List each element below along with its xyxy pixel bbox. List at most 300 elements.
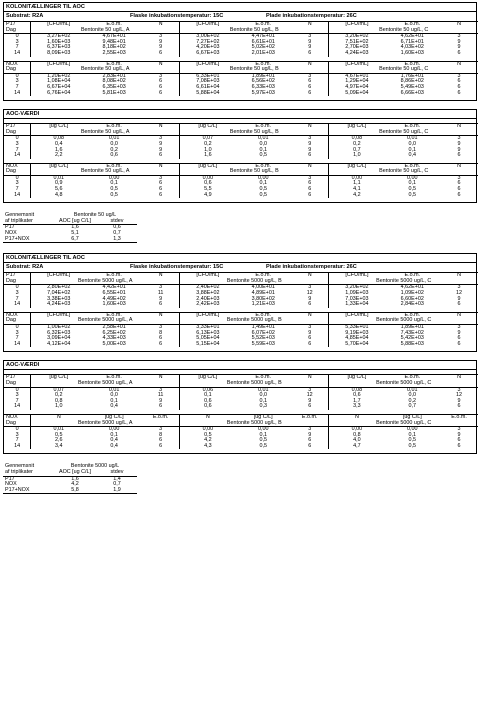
column-header: N xyxy=(440,312,478,318)
value-cell: 0,6 xyxy=(180,404,236,410)
value-cell: 6 xyxy=(457,437,461,444)
sample-id: P17+NOX xyxy=(3,488,53,494)
value-cell: 9 xyxy=(159,295,163,302)
value-cell: 4,67E+01 xyxy=(329,73,385,79)
sample-id: P17 xyxy=(4,273,31,279)
value-cell: 4,24E+03 xyxy=(329,51,385,57)
day-cell: 14 xyxy=(14,89,21,96)
column-header: E.o.m. xyxy=(235,124,291,130)
section-title: KOLONITÆLLINGER TIL AOC xyxy=(4,254,476,263)
value-cell: 0,6 xyxy=(110,152,118,159)
column-header: [ug C/L] xyxy=(31,375,87,381)
value-cell: 0,0 xyxy=(408,392,417,399)
column-header: E.o.m. xyxy=(86,61,142,67)
value-cell: 0,1 xyxy=(259,431,267,438)
aoc-table-p17 xyxy=(4,123,476,159)
value-cell: 3 xyxy=(159,33,163,40)
value-cell: 6 xyxy=(308,335,312,342)
value-cell: 0,5 xyxy=(408,437,417,444)
day-header: Dag xyxy=(4,28,31,34)
value-cell: 6 xyxy=(308,403,312,410)
value-cell: 3,00E+02 xyxy=(180,34,236,40)
day-cell: 3 xyxy=(15,38,19,45)
group-header: Bentonite 50 ug/L, A xyxy=(31,169,180,175)
value-cell: 0,08 xyxy=(329,136,385,142)
column-header: E.o.m. xyxy=(384,124,440,130)
group-header: Bentonite 50 ug/L, C xyxy=(329,28,478,34)
sample-id: NOX xyxy=(5,481,17,488)
value-cell: 3 xyxy=(457,174,461,181)
value-cell: 3 xyxy=(159,426,163,433)
value-cell: 1,08E+04 xyxy=(31,79,87,85)
value-cell: 3 xyxy=(159,135,163,142)
day-cell: 0 xyxy=(15,284,19,291)
value-cell: 4,42E+01 xyxy=(102,284,126,291)
value-cell: 0,5 xyxy=(259,186,267,193)
column-header: N xyxy=(291,375,329,381)
value-cell: 1,0 xyxy=(31,404,87,410)
value-cell: 0,00 xyxy=(407,426,418,433)
day-cell: 0 xyxy=(15,174,19,181)
value-cell: 6 xyxy=(308,442,312,449)
value-cell: 0,7 xyxy=(113,481,121,488)
value-cell: 6,71E+01 xyxy=(400,38,424,45)
column-header: [CFU/mL] xyxy=(180,61,236,67)
value-cell: 6,33E+01 xyxy=(180,73,236,79)
value-cell: 7,03E+03 xyxy=(329,297,385,303)
summary-header: AOC [ug C/L] xyxy=(53,470,97,476)
group-header: Bentonite 50 ug/L, C xyxy=(329,130,478,136)
value-cell: 4,8 xyxy=(31,193,87,199)
value-cell: 3 xyxy=(308,135,312,142)
value-cell: 9 xyxy=(159,140,163,147)
day-cell: 3 xyxy=(15,392,19,399)
group-header: Bentonite 5000 ug/L, B xyxy=(180,381,329,387)
value-cell: 0,2 xyxy=(110,146,118,153)
group-header: Bentonite 5000 ug/L, B xyxy=(180,318,329,324)
day-cell: 0 xyxy=(15,135,19,142)
value-cell: 6,25E+02 xyxy=(102,329,126,336)
value-cell: 6 xyxy=(159,152,163,159)
value-cell: 6 xyxy=(159,180,163,187)
value-cell: 0,07 xyxy=(180,136,236,142)
value-cell: 1,6 xyxy=(31,148,87,154)
column-header: N xyxy=(142,312,180,318)
column-header: [CFU/mL] xyxy=(180,273,236,279)
value-cell: 12 xyxy=(456,392,463,399)
value-cell: 0,5 xyxy=(408,442,417,449)
value-cell: 9 xyxy=(457,146,461,153)
group-header: Bentonite 5000 ug/L, A xyxy=(31,381,180,387)
value-cell: 0,9 xyxy=(31,181,87,187)
column-header: [ug C/L] xyxy=(180,124,236,130)
section-title: AOC-VÆRDI xyxy=(4,361,476,370)
value-cell: 0,0 xyxy=(259,392,267,399)
value-cell: 8,18E+02 xyxy=(102,44,126,51)
group-header: Bentonite 5000 ug/L, A xyxy=(31,318,180,324)
value-cell: 3 xyxy=(457,426,461,433)
value-cell: 6 xyxy=(457,180,461,187)
day-cell: 7 xyxy=(15,437,19,444)
value-cell: 0,01 xyxy=(257,135,269,142)
day-cell: 3 xyxy=(15,140,19,147)
day-cell: 3 xyxy=(15,431,19,438)
day-header: Dag xyxy=(4,130,31,136)
value-cell: 0,6 xyxy=(113,224,121,231)
value-cell: 3 xyxy=(159,323,163,330)
day-cell: 3 xyxy=(15,78,19,85)
value-cell: 0,5 xyxy=(259,152,267,159)
value-cell: 1,89E+01 xyxy=(251,72,275,79)
value-cell: 6,60E+02 xyxy=(400,295,424,302)
value-cell: 2,6 xyxy=(31,438,87,444)
value-cell: 0,1 xyxy=(259,146,267,153)
column-header: [CFU/mL] xyxy=(329,22,385,28)
group-header: Bentonite 50 ug/L, A xyxy=(31,28,180,34)
column-header: E.o.m. xyxy=(86,312,142,318)
value-cell: 9 xyxy=(308,44,312,51)
value-cell: 3 xyxy=(159,72,163,79)
value-cell: 0,4 xyxy=(110,442,118,449)
value-cell: 0,5 xyxy=(180,433,236,439)
value-cell: 3 xyxy=(308,33,312,40)
column-header: N xyxy=(440,124,478,130)
value-cell: 3,4 xyxy=(31,444,87,450)
column-header: E.o.m. xyxy=(235,163,291,169)
column-header: [ug C/L] xyxy=(329,124,385,130)
value-cell: 6 xyxy=(159,186,163,193)
group-header: Bentonite 5000 ug/L, C xyxy=(329,318,478,324)
value-cell: 2,83E+01 xyxy=(102,72,126,79)
value-cell: 1,09E+02 xyxy=(400,290,424,296)
value-cell: 0,5 xyxy=(259,442,267,449)
substrate-label: Substrat: R2A xyxy=(6,13,44,19)
column-header: E.o.m. xyxy=(86,163,142,169)
column-header: [ug C/L] xyxy=(31,124,87,130)
value-cell: 3,3 xyxy=(329,404,385,410)
value-cell: 0,6 xyxy=(180,181,236,187)
section-title: AOC-VÆRDI xyxy=(4,110,476,119)
day-header: Dag xyxy=(4,381,31,387)
summary-header: AOC [ug C/L] xyxy=(53,219,97,225)
value-cell: 9 xyxy=(159,38,163,45)
sample-id: P17 xyxy=(4,375,31,381)
day-cell: 7 xyxy=(15,83,19,90)
value-cell: 9 xyxy=(457,44,461,51)
value-cell: 0,01 xyxy=(257,386,269,393)
day-cell: 7 xyxy=(15,335,19,342)
value-cell: 0,01 xyxy=(407,386,418,393)
column-header: N xyxy=(440,22,478,28)
value-cell: 2,40E+02 xyxy=(180,285,236,291)
value-cell: 5,1 xyxy=(71,230,79,237)
summary-header: stdev xyxy=(97,470,137,476)
value-cell: 0,2 xyxy=(329,142,385,148)
value-cell: 1,4 xyxy=(113,475,121,482)
sample-id: P17 xyxy=(4,22,31,28)
value-cell: 0,3 xyxy=(259,403,267,410)
value-cell: 4,33E+03 xyxy=(102,335,126,342)
day-cell: 3 xyxy=(15,290,19,296)
column-header: N xyxy=(142,163,180,169)
group-header: Bentonite 5000 ug/L, C xyxy=(329,381,478,387)
value-cell: 4,2 xyxy=(329,193,385,199)
day-cell: 3 xyxy=(15,329,19,336)
value-cell: 0,6 xyxy=(180,399,236,405)
day-cell: 7 xyxy=(15,186,19,193)
value-cell: 0,00 xyxy=(180,175,236,181)
value-cell: 0,4 xyxy=(31,142,87,148)
column-header: N xyxy=(291,61,329,67)
day-header: Dag xyxy=(4,169,31,175)
value-cell: 6,35E+03 xyxy=(102,83,126,90)
column-header: E.o.m. xyxy=(384,312,440,318)
value-cell: 0,0 xyxy=(110,392,118,399)
value-cell: 6 xyxy=(159,301,163,308)
value-cell: 4,2 xyxy=(71,481,79,488)
value-cell: 0,07 xyxy=(31,387,87,393)
value-cell: 7,43E+02 xyxy=(400,329,424,336)
value-cell: 1,60E+03 xyxy=(102,301,126,308)
value-cell: 3 xyxy=(457,33,461,40)
value-cell: 1,20E+02 xyxy=(31,73,87,79)
value-cell: 6 xyxy=(159,83,163,90)
day-cell: 14 xyxy=(14,403,21,410)
summary-table-2 xyxy=(3,464,477,494)
value-cell: 1,6 xyxy=(71,224,79,231)
value-cell: 3 xyxy=(308,284,312,291)
value-cell: 6 xyxy=(308,49,312,56)
summary-label: af triplikater xyxy=(3,470,53,476)
column-header: [ug C/L] xyxy=(31,163,87,169)
column-header: E.o.m. xyxy=(440,414,478,420)
column-header: [CFU/mL] xyxy=(329,273,385,279)
value-cell: 2,70E+03 xyxy=(329,45,385,51)
value-cell: 4,97E+04 xyxy=(329,85,385,91)
value-cell: 0,1 xyxy=(408,431,417,438)
conditions-line xyxy=(4,12,476,21)
value-cell: 1,6 xyxy=(180,153,236,159)
colony-count-section-1 xyxy=(3,2,477,101)
value-cell: 0,4 xyxy=(110,437,118,444)
column-header: N xyxy=(180,414,236,420)
value-cell: 3,80E+02 xyxy=(251,295,275,302)
value-cell: 9 xyxy=(308,397,312,404)
value-cell: 0,08 xyxy=(31,136,87,142)
value-cell: 4,85E+04 xyxy=(329,336,385,342)
value-cell: 6 xyxy=(308,83,312,90)
value-cell: 0,01 xyxy=(108,135,120,142)
value-cell: 6 xyxy=(457,49,461,56)
value-cell: 5,42E+03 xyxy=(400,335,424,342)
value-cell: 5,52E+03 xyxy=(251,335,275,342)
column-header: E.o.m. xyxy=(384,375,440,381)
day-cell: 7 xyxy=(15,397,19,404)
value-cell: 6,32E+03 xyxy=(31,331,87,337)
sample-id: NOX xyxy=(4,61,31,67)
column-header: E.o.m. xyxy=(384,22,440,28)
value-cell: 0,00 xyxy=(257,174,269,181)
value-cell: 6 xyxy=(308,301,312,308)
value-cell: 6 xyxy=(308,78,312,85)
value-cell: 0,2 xyxy=(31,393,87,399)
value-cell: 12 xyxy=(456,290,463,296)
value-cell: 6 xyxy=(457,191,461,198)
value-cell: 6 xyxy=(457,403,461,410)
value-cell: 1,33E+04 xyxy=(329,302,385,308)
group-header: Bentonite 5000 ug/L, A xyxy=(31,279,180,285)
value-cell: 3 xyxy=(159,284,163,291)
value-cell: 6 xyxy=(457,186,461,193)
value-cell: 6 xyxy=(457,340,461,347)
value-cell: 6,61E+01 xyxy=(251,38,275,45)
value-cell: 0,01 xyxy=(108,386,120,393)
value-cell: 4,7 xyxy=(329,444,385,450)
value-cell: 9 xyxy=(457,38,461,45)
value-cell: 5,02E+02 xyxy=(251,44,275,51)
value-cell: 1,89E+01 xyxy=(400,323,424,330)
value-cell: 6 xyxy=(159,49,163,56)
day-cell: 7 xyxy=(15,44,19,51)
value-cell: 6 xyxy=(159,437,163,444)
value-cell: 1,60E+03 xyxy=(31,40,87,46)
colony-count-section-2 xyxy=(3,253,477,352)
value-cell: 4,24E+03 xyxy=(31,302,87,308)
conditions-line xyxy=(4,263,476,272)
value-cell: 1,49E+01 xyxy=(251,323,275,330)
column-header: [CFU/mL] xyxy=(329,312,385,318)
value-cell: 2,55E+03 xyxy=(102,49,126,56)
value-cell: 5,33E+01 xyxy=(329,324,385,330)
value-cell: 2,58E+01 xyxy=(102,323,126,330)
column-header: N xyxy=(291,312,329,318)
day-cell: 0 xyxy=(15,386,19,393)
summary-label: Gennemsnit xyxy=(5,463,35,470)
value-cell: 8,09E+03 xyxy=(31,51,87,57)
column-header: N xyxy=(142,124,180,130)
value-cell: 6 xyxy=(457,335,461,342)
value-cell: 4,47E+01 xyxy=(251,33,275,40)
column-header: E.o.m. xyxy=(86,124,142,130)
value-cell: 3,09E+04 xyxy=(31,336,87,342)
day-cell: 7 xyxy=(15,295,19,302)
value-cell: 0,00 xyxy=(108,174,120,181)
value-cell: 3 xyxy=(308,72,312,79)
value-cell: 7,27E+02 xyxy=(180,40,236,46)
value-cell: 0,1 xyxy=(408,180,417,187)
value-cell: 8,08E+02 xyxy=(102,78,126,85)
value-cell: 0,1 xyxy=(259,180,267,187)
column-header: N xyxy=(142,61,180,67)
value-cell: 6 xyxy=(457,89,461,96)
value-cell: 3 xyxy=(457,135,461,142)
day-cell: 0 xyxy=(15,72,19,79)
value-cell: 0,0 xyxy=(110,140,118,147)
summary-table-1 xyxy=(3,213,477,243)
value-cell: 0,01 xyxy=(31,175,87,181)
value-cell: 6 xyxy=(457,442,461,449)
value-cell: 3 xyxy=(308,426,312,433)
day-header: Dag xyxy=(4,279,31,285)
column-header: [CFU/mL] xyxy=(180,22,236,28)
value-cell: 9 xyxy=(457,431,461,438)
value-cell: 6,07E+02 xyxy=(251,329,275,336)
value-cell: 0,00 xyxy=(108,426,120,433)
value-cell: 2,80E+02 xyxy=(31,285,87,291)
value-cell: 6 xyxy=(457,152,461,159)
day-cell: 14 xyxy=(14,49,21,56)
sample-id: P17 xyxy=(5,224,15,231)
value-cell: 3 xyxy=(159,386,163,393)
value-cell: 6 xyxy=(308,340,312,347)
value-cell: 5,05E+04 xyxy=(180,336,236,342)
day-cell: 0 xyxy=(15,33,19,40)
value-cell: 8 xyxy=(159,329,163,336)
value-cell: 0,1 xyxy=(110,180,118,187)
value-cell: 6 xyxy=(308,437,312,444)
value-cell: 12 xyxy=(306,290,313,296)
value-cell: 0,7 xyxy=(329,148,385,154)
column-header: E.o.m. xyxy=(384,61,440,67)
column-header: [ug C/L] xyxy=(329,375,385,381)
summary-group: Bentonite 50 ug/L xyxy=(73,212,117,219)
value-cell: 3,20E+02 xyxy=(329,34,385,40)
column-header: [ug C/L] xyxy=(180,375,236,381)
value-cell: 4,12E+04 xyxy=(31,342,87,348)
value-cell: 0,00 xyxy=(329,427,385,433)
value-cell: 0,5 xyxy=(31,433,87,439)
column-header: N xyxy=(440,163,478,169)
value-cell: 6,76E+04 xyxy=(31,91,87,97)
column-header: N xyxy=(440,61,478,67)
value-cell: 0,5 xyxy=(259,191,267,198)
aoc-table-nox xyxy=(4,163,476,199)
day-cell: 14 xyxy=(14,191,21,198)
value-cell: 5,97E+03 xyxy=(251,89,275,96)
value-cell: 5,15E+04 xyxy=(180,342,236,348)
value-cell: 3 xyxy=(308,174,312,181)
value-cell: 5,09E+04 xyxy=(329,91,385,97)
column-header: E.o.m. xyxy=(235,273,291,279)
aoc-value-section-2 xyxy=(3,360,477,454)
group-header: Bentonite 50 ug/L, C xyxy=(329,67,478,73)
count-table-p17 xyxy=(4,21,476,57)
column-header: E.o.m. xyxy=(235,22,291,28)
column-header: [CFU/mL] xyxy=(329,61,385,67)
value-cell: 7,51E+02 xyxy=(329,40,385,46)
value-cell: 9 xyxy=(159,44,163,51)
value-cell: 0,2 xyxy=(408,397,417,404)
column-header: E.o.m. xyxy=(291,414,329,420)
flask-temp-label: Flaske inkubationstemperatur: 15C xyxy=(130,13,224,19)
table-row xyxy=(3,237,137,243)
value-cell: 0,01 xyxy=(407,135,418,142)
value-cell: 7,04E+02 xyxy=(31,291,87,297)
column-header: N xyxy=(440,375,478,381)
value-cell: 5,88E+04 xyxy=(180,91,236,97)
value-cell: 9 xyxy=(308,431,312,438)
value-cell: 9 xyxy=(308,38,312,45)
plate-temp-label: Plade inkubationstemperatur: 26C xyxy=(266,264,357,271)
value-cell: 6 xyxy=(159,191,163,198)
aoc-table-nox xyxy=(4,414,476,450)
column-header: [ug C/L] xyxy=(384,414,440,420)
column-header: N xyxy=(291,124,329,130)
value-cell: 6 xyxy=(457,83,461,90)
value-cell: 0,7 xyxy=(113,230,121,237)
value-cell: 9,19E+03 xyxy=(329,331,385,337)
value-cell: 6,7 xyxy=(53,237,97,243)
